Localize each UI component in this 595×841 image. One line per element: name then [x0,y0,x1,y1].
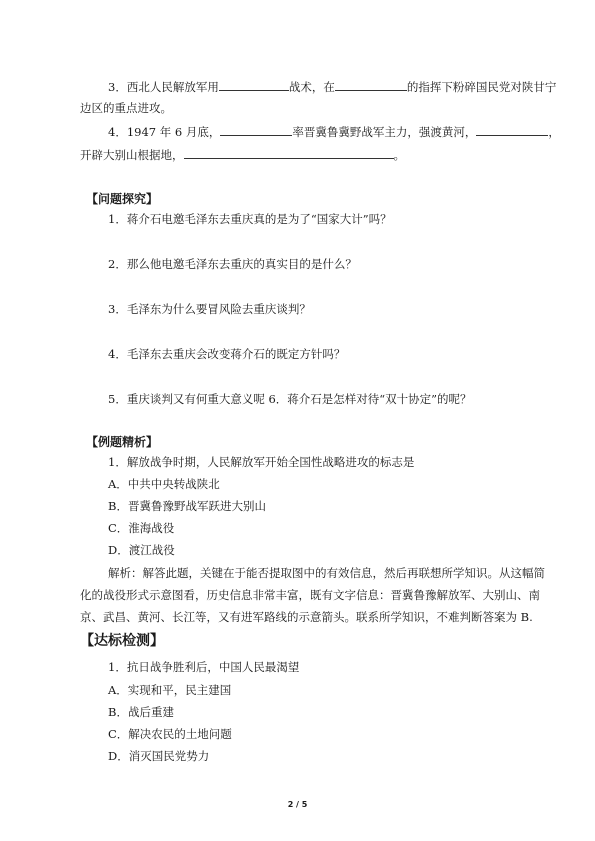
fill-in-text: 3．西北人民解放军用 [108,80,219,94]
example-option: A．中共中央转战陕北 [108,477,220,491]
example-analysis-line: 解析：解答此题，关键在于能否提取图中的有效信息，然后再联想所学知识。从这幅简 [108,566,545,580]
inquiry-question: 5．重庆谈判又有何重大意义呢 6．蒋介石是怎样对待“双十协定”的呢？ [108,392,472,406]
example-question: 1．解放战争时期，人民解放军开始全国性战略进攻的标志是 [108,455,415,469]
fill-in-text: ， [548,125,560,139]
fill-in-continuation: 边区的重点进攻。 [80,101,172,115]
fill-in-item-3 [108,79,556,94]
answer-blank[interactable] [219,79,289,91]
example-analysis-line: 化的战役形式示意图看，历史信息非常丰富，既有文字信息：晋冀鲁豫解放军、大别山、南 [80,588,540,602]
fill-in-text: 的指挥下粉碎国民党对陕甘宁 [406,80,557,94]
test-option: A．实现和平，民主建国 [108,683,232,697]
answer-blank[interactable] [476,124,548,136]
test-option: D．消灭国民党势力 [108,749,210,763]
answer-blank[interactable] [220,124,292,136]
fill-in-text: 4．1947 年 6 月底， [108,125,221,139]
fill-in-text: 率晋冀鲁冀野战军主力，强渡黄河， [292,125,477,139]
test-question: 1．抗日战争胜利后，中国人民最渴望 [108,660,300,674]
inquiry-question: 2．那么他电邀毛泽东去重庆的真实目的是什么？ [108,257,357,271]
example-option: D．渡江战役 [108,543,175,557]
inquiry-question: 4．毛泽东去重庆会改变蒋介石的既定方针吗？ [108,347,346,361]
fill-in-item-4 [108,124,560,139]
inquiry-question: 3．毛泽东为什么要冒风险去重庆谈判？ [108,302,311,316]
test-option: B．战后重建 [108,705,174,719]
section-heading-test: 【达标检测】 [80,633,164,649]
fill-in-text: 开辟大别山根据地， [80,148,184,162]
page-number: 2 / 5 [287,800,308,809]
example-option: C．淮海战役 [108,521,175,535]
answer-blank[interactable] [184,147,394,159]
fill-in-text: 。 [393,148,405,162]
example-analysis-line: 京、武昌、黄河、长江等，又有进军路线的示意箭头。联系所学知识，不难判断答案为 B. [80,610,533,624]
fill-in-continuation [80,147,405,162]
inquiry-question: 1．蒋介石电邀毛泽东去重庆真的是为了“国家大计”吗？ [108,212,392,226]
answer-blank[interactable] [335,79,407,91]
section-heading-inquiry: 【问题探究】 [86,192,159,206]
section-heading-example: 【例题精析】 [86,435,159,449]
example-option: B．晋冀鲁豫野战军跃进大别山 [108,499,266,513]
fill-in-text: 战术，在 [288,80,335,94]
test-option: C．解决农民的土地问题 [108,727,232,741]
